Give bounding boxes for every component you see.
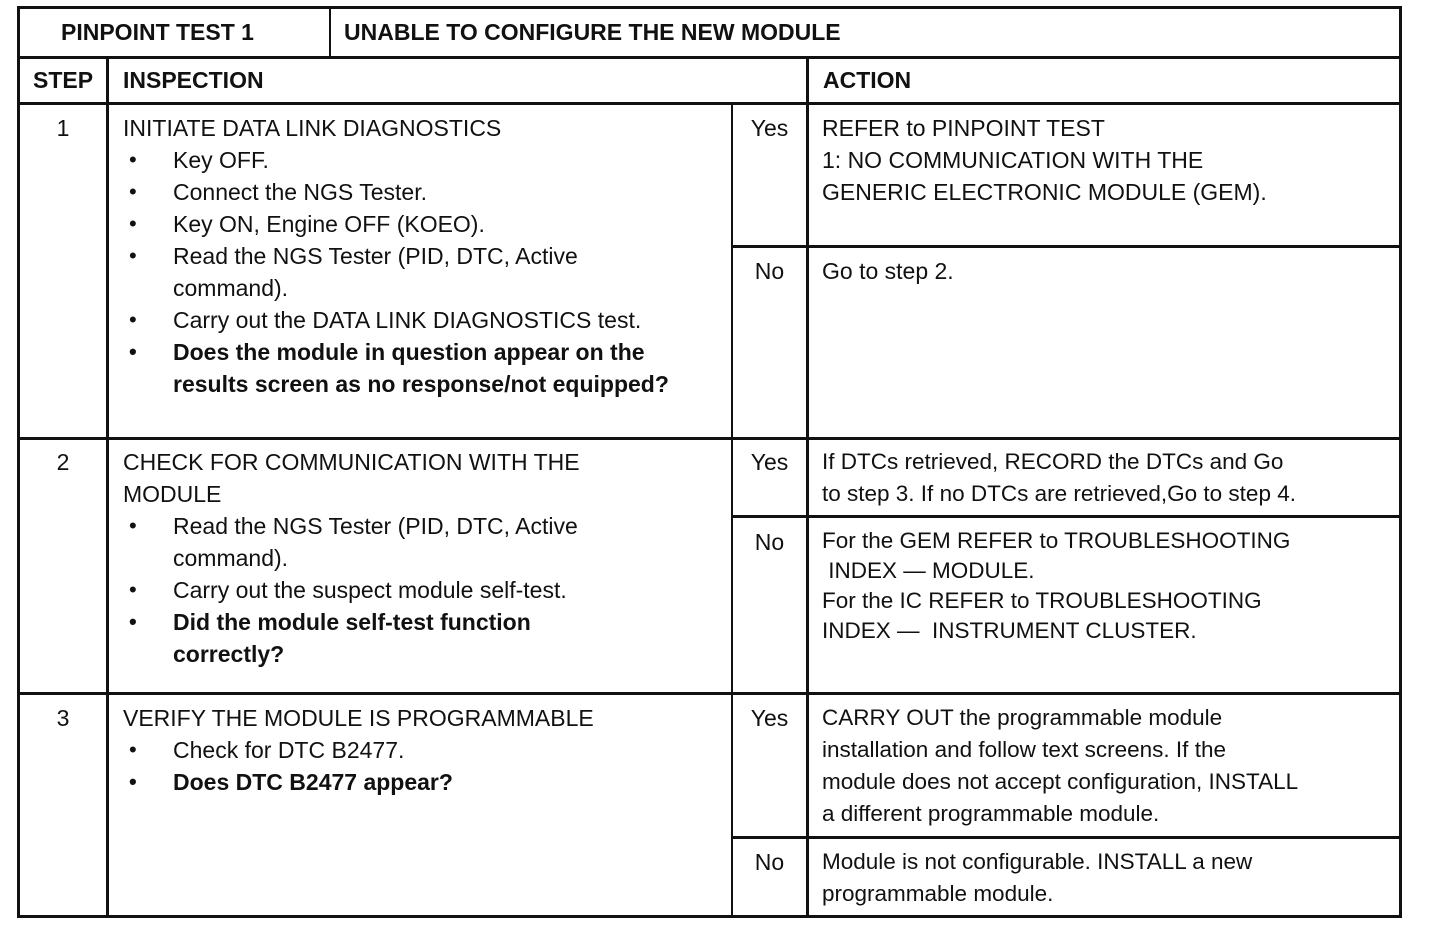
test-title: UNABLE TO CONFIGURE THE NEW MODULE xyxy=(344,19,841,45)
step-inspection xyxy=(123,112,727,400)
test-id: PINPOINT TEST 1 xyxy=(61,19,254,45)
step-title: INITIATE DATA LINK DIAGNOSTICS xyxy=(123,115,502,141)
rule xyxy=(1399,6,1402,918)
rule xyxy=(17,102,1402,105)
bullet-item: • Carry out the suspect module self-test. xyxy=(123,574,723,606)
step-question: • Did the module self-test function correctly? xyxy=(123,606,723,670)
bullet-list xyxy=(123,144,727,400)
bullet-list xyxy=(123,734,723,798)
rule xyxy=(731,515,1402,518)
bullet-item: • Check for DTC B2477. xyxy=(123,734,723,766)
answer-no-action: Go to step 2. xyxy=(822,258,954,284)
bullet-item: • Key OFF. xyxy=(123,144,727,176)
column-header-action: ACTION xyxy=(823,67,912,93)
answer-yes-action: CARRY OUT the programmable module installation and follow text screens. If the module does not accept configuration, INSTALL a different programmable module. xyxy=(822,705,1299,826)
bullet-item: • Read the NGS Tester (PID, DTC, Active command). xyxy=(123,510,723,574)
rule xyxy=(806,56,809,918)
answer-yes-action: If DTCs retrieved, RECORD the DTCs and Go to step 3. If no DTCs are retrieved,Go to step 4. xyxy=(822,449,1296,506)
pinpoint-test-table xyxy=(17,6,1402,918)
answer-yes-label: Yes xyxy=(750,115,789,141)
answer-no-label: No xyxy=(754,849,785,875)
bullet-item: • Key ON, Engine OFF (KOEO). xyxy=(123,208,727,240)
answer-no-label: No xyxy=(754,258,785,284)
rule xyxy=(17,692,1402,695)
step-question: • Does the module in question appear on the results screen as no response/not equipped? xyxy=(123,336,727,400)
rule xyxy=(17,915,1402,918)
answer-no-action: Module is not configurable. INSTALL a new programmable module. xyxy=(822,849,1253,906)
step-title: CHECK FOR COMMUNICATION WITH THE MODULE xyxy=(123,449,580,507)
rule xyxy=(106,56,109,918)
bullet-item: • Read the NGS Tester (PID, DTC, Active command). xyxy=(123,240,727,304)
answer-yes-label: Yes xyxy=(750,705,789,731)
answer-no-label: No xyxy=(754,529,785,555)
rule xyxy=(731,245,1402,248)
step-question: • Does DTC B2477 appear? xyxy=(123,766,723,798)
step-title: VERIFY THE MODULE IS PROGRAMMABLE xyxy=(123,705,594,731)
bullet-list xyxy=(123,510,723,670)
step-number: 2 xyxy=(56,449,70,475)
step-number: 3 xyxy=(56,705,70,731)
step-inspection xyxy=(123,446,723,670)
column-header-step: STEP xyxy=(33,67,94,93)
answer-yes-action: REFER to PINPOINT TEST 1: NO COMMUNICATION WITH THE GENERIC ELECTRONIC MODULE (GEM). xyxy=(822,115,1267,205)
bullet-item: • Carry out the DATA LINK DIAGNOSTICS test. xyxy=(123,304,727,336)
rule xyxy=(731,836,1402,839)
answer-no-action: For the GEM REFER to TROUBLESHOOTING INDEX — MODULE. For the IC REFER to TROUBLESHOOTING INDEX — INSTRUMENT CLUSTER. xyxy=(822,528,1291,643)
rule xyxy=(17,6,1402,9)
step-number: 1 xyxy=(56,115,70,141)
answer-yes-label: Yes xyxy=(750,449,789,475)
column-header-inspection: INSPECTION xyxy=(123,67,264,93)
rule xyxy=(17,56,1402,59)
step-inspection xyxy=(123,702,723,798)
bullet-item: • Connect the NGS Tester. xyxy=(123,176,727,208)
rule xyxy=(329,6,331,58)
rule xyxy=(17,437,1402,440)
rule xyxy=(731,102,733,918)
